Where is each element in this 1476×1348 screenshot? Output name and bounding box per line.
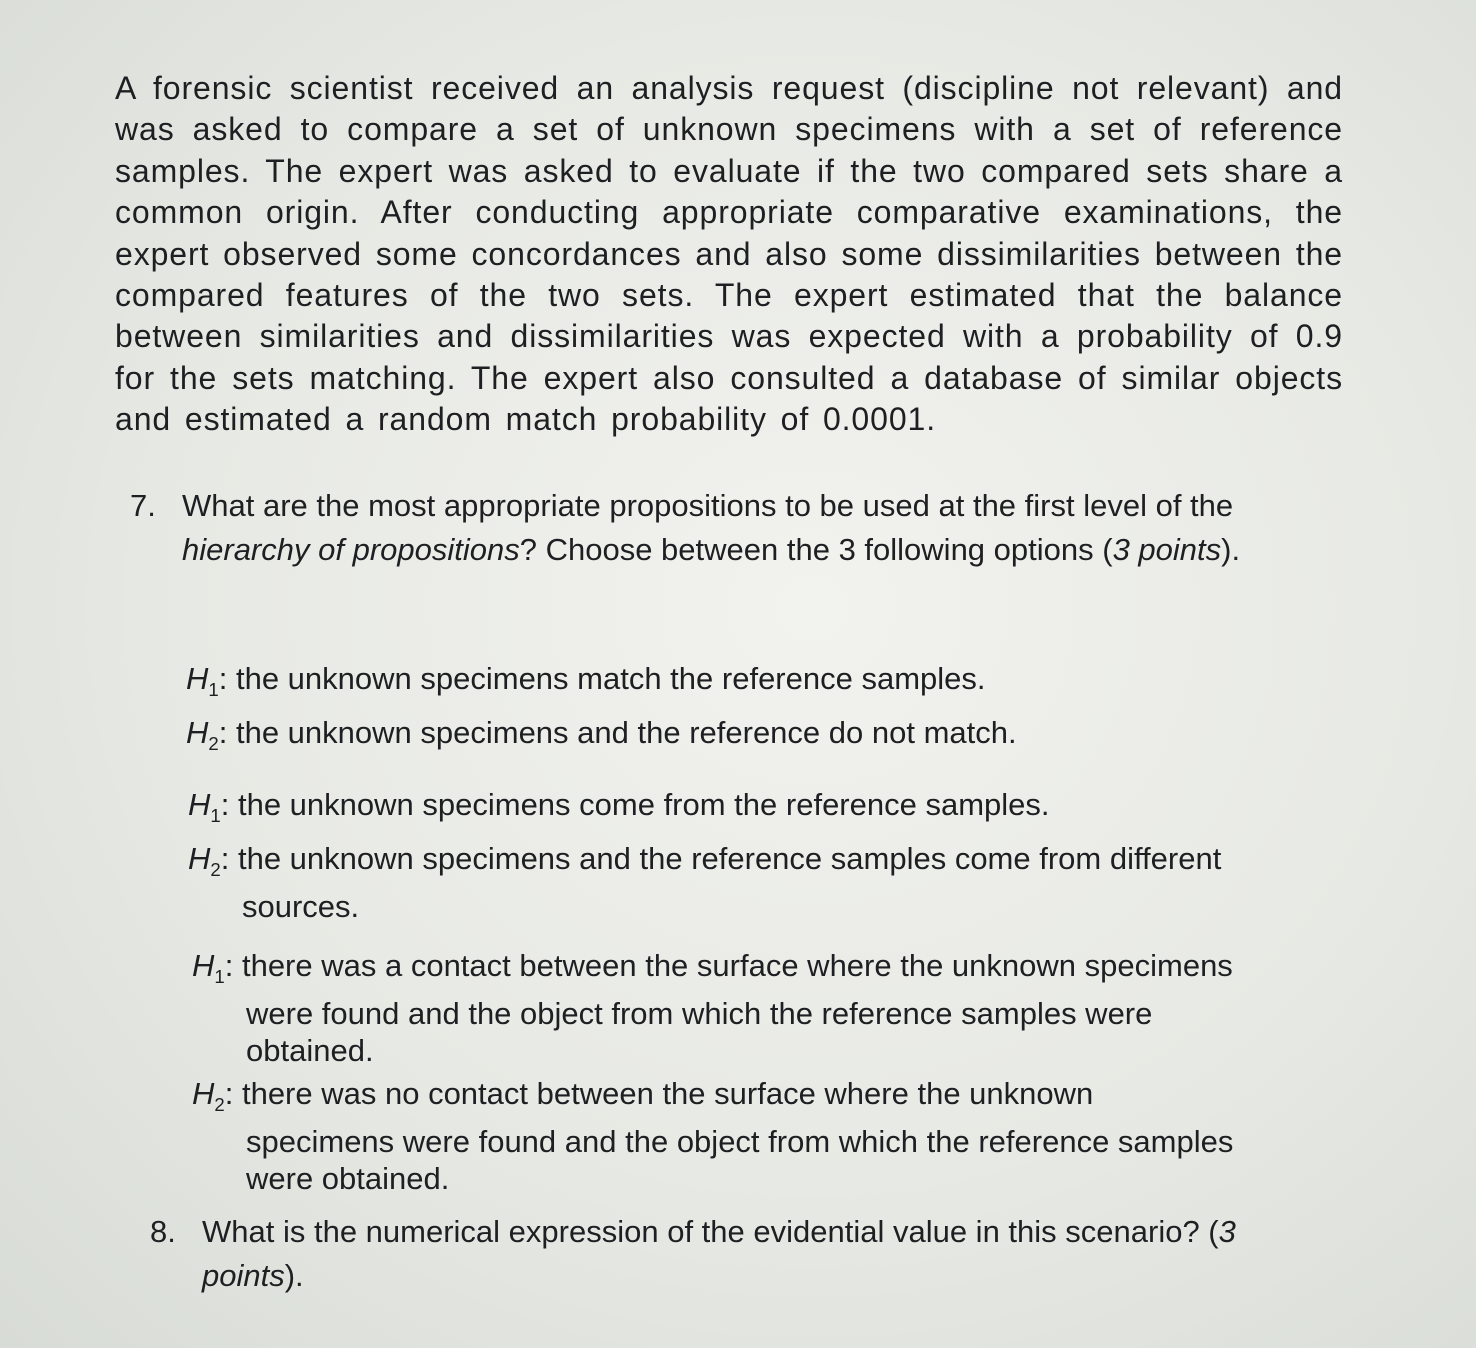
option-2 [188, 786, 1238, 931]
h2-label: $H_2$ [188, 841, 221, 881]
option-2-h2 [188, 840, 1238, 925]
option-3-h1-text: : there was a contact between the surface where the unknown specimens were found and the object from which the reference samples were obtained. [224, 948, 1233, 1069]
option-1-h1-text: : the unknown specimens match the reference samples. [218, 661, 986, 696]
option-2-h2-text: : the unknown specimens and the reference samples come from different sources. [220, 841, 1222, 925]
option-1 [186, 660, 1236, 768]
option-1-h2 [186, 714, 1236, 762]
option-3-h2 [192, 1075, 1242, 1197]
question-8-text-main: What is the numerical expression of the evidential value in this scenario? ( [202, 1214, 1219, 1249]
question-8 [150, 1210, 1330, 1298]
question-7-text-end: ). [1221, 532, 1241, 567]
h1-label: $H_1$ [192, 948, 225, 988]
h1-label: $H_1$ [188, 787, 221, 827]
question-7-italic-term: hierarchy of propositions [182, 532, 520, 567]
option-1-h1 [186, 660, 1236, 708]
intro-paragraph: A forensic scientist received an analysis request (discipline not relevant) and was asked to compare a set of unknown specimens with a set of reference samples. The expert was asked to evaluate if the two compared sets share a common origin. After conducting appropriate comparative examinations, the expert observed some concordances and also some dissimilarities between the compared features of the two sets. The expert estimated that the balance between similarities and dissimilarities was expected with a probability of 0.9 for the sets matching. The expert also consulted a database of similar objects and estimated a random match probability of 0.0001. [115, 70, 1343, 438]
option-2-h1-text: : the unknown specimens come from the reference samples. [220, 787, 1050, 822]
question-8-text-end: ). [284, 1258, 304, 1293]
question-7-text-a: What are the most appropriate propositions to be used at the first level of the [182, 488, 1234, 523]
option-3-h2-text: : there was no contact between the surface where the unknown specimens were found and the object from which the reference samples were obtained. [224, 1076, 1234, 1197]
question-8-points: 3 points [202, 1214, 1236, 1293]
question-7 [130, 484, 1310, 572]
question-8-number: 8. [150, 1214, 176, 1249]
h2-label: $H_2$ [192, 1076, 225, 1116]
option-3 [192, 947, 1242, 1203]
question-8-text [202, 1210, 1330, 1298]
h2-label: $H_2$ [186, 715, 219, 755]
question-7-points: 3 points [1112, 532, 1222, 567]
question-7-number: 7. [130, 488, 156, 523]
option-1-h2-text: : the unknown specimens and the reference do not match. [218, 715, 1017, 751]
option-3-h1 [192, 947, 1242, 1069]
h1-label: $H_1$ [186, 661, 219, 701]
question-7-text-b: ? Choose between the 3 following options ( [519, 532, 1113, 567]
option-2-h1 [188, 786, 1238, 834]
question-7-text [182, 484, 1310, 572]
